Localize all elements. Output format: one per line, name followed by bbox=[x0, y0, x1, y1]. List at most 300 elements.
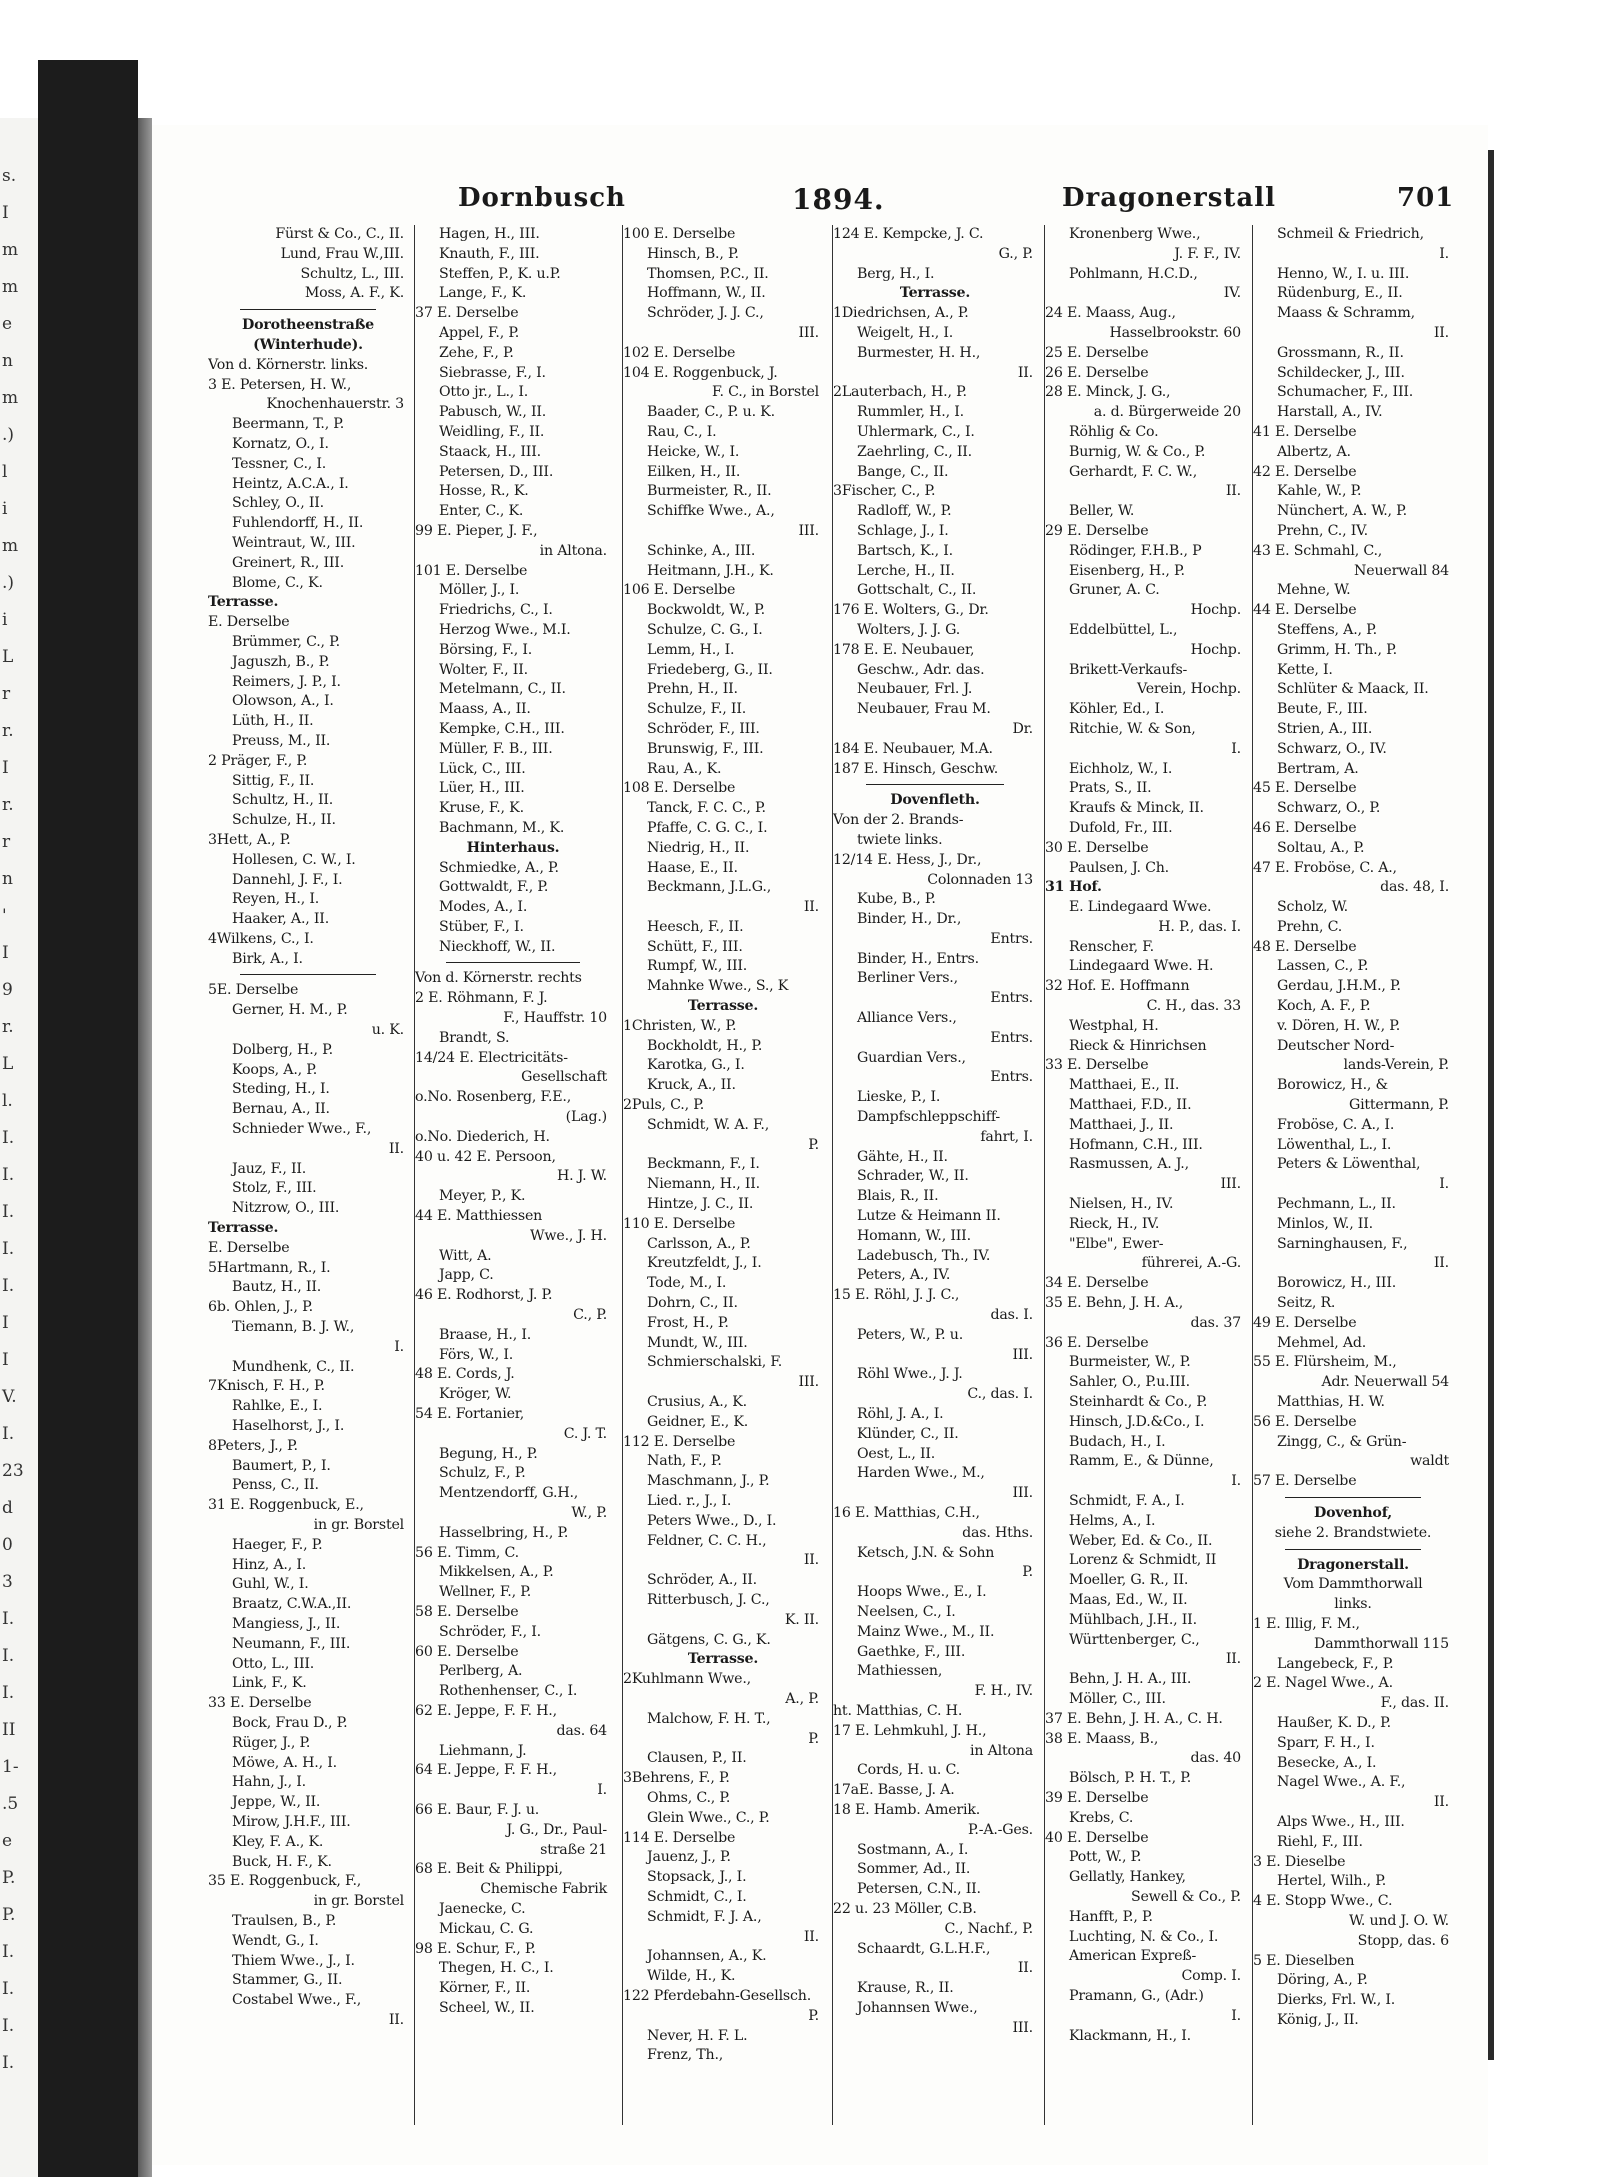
directory-entry: Mühlbach, J.H., II. bbox=[1069, 1611, 1197, 1628]
directory-entry: Alps Wwe., H., III. bbox=[1277, 1813, 1405, 1830]
directory-entry: Schlage, J., I. bbox=[857, 522, 949, 539]
directory-entry: Haaker, A., II. bbox=[232, 911, 330, 928]
directory-entry: Weintraut, W., III. bbox=[232, 534, 356, 551]
facing-page-text: 23 bbox=[2, 1461, 24, 1481]
directory-entry: Tessner, C., I. bbox=[232, 455, 327, 472]
directory-entry: Lieske, P., I. bbox=[857, 1089, 941, 1106]
facing-page-text: n bbox=[2, 869, 13, 889]
street-heading: Dovenfleth. bbox=[890, 792, 980, 809]
directory-entry: Kette, I. bbox=[1277, 661, 1333, 678]
directory-entry: 56 E. Derselbe bbox=[1253, 1413, 1357, 1430]
section-rule bbox=[208, 969, 408, 981]
directory-entry: Schmidt, F. A., I. bbox=[1069, 1493, 1185, 1509]
directory-entry: C. J. T. bbox=[563, 1425, 607, 1442]
directory-entry: Entrs. bbox=[990, 930, 1033, 947]
directory-entry: Clausen, P., II. bbox=[647, 1750, 747, 1767]
directory-entry: Dierks, Frl. W., I. bbox=[1277, 1992, 1396, 2009]
facing-page-text: l bbox=[2, 462, 8, 482]
directory-page bbox=[152, 125, 1488, 2165]
directory-entry: Hoops Wwe., E., I. bbox=[857, 1584, 987, 1601]
directory-entry: P. bbox=[808, 1730, 819, 1747]
directory-entry: Schröder, A., II. bbox=[647, 1572, 757, 1589]
directory-entry: 38 E. Maass, B., bbox=[1045, 1730, 1159, 1747]
directory-entry: Hinz, A., I. bbox=[232, 1556, 307, 1573]
directory-entry: 3Fischer, C., P. bbox=[833, 483, 936, 500]
directory-entry: führerei, A.-G. bbox=[1141, 1255, 1241, 1272]
directory-entry: 56 E. Timm, C. bbox=[415, 1544, 519, 1561]
directory-entry: 3Hett, A., P. bbox=[208, 831, 291, 848]
directory-entry: Bartsch, K., I. bbox=[857, 542, 953, 559]
directory-entry: Pohlmann, H.C.D., bbox=[1069, 265, 1198, 282]
directory-entry: F., Hauffstr. 10 bbox=[503, 1010, 607, 1027]
directory-entry: a. d. Bürgerweide 20 bbox=[1093, 404, 1241, 421]
directory-entry: Schmierschalski, F. bbox=[647, 1354, 783, 1371]
directory-entry: 35 E. Roggenbuck, F., bbox=[208, 1873, 362, 1890]
directory-entry: 24 E. Maass, Aug., bbox=[1045, 305, 1176, 322]
directory-entry: Rödinger, F.H.B., P bbox=[1069, 542, 1202, 559]
directory-entry: Olowson, A., I. bbox=[232, 693, 334, 710]
directory-entry: Rummler, H., I. bbox=[857, 404, 964, 421]
facing-page-text: L bbox=[2, 647, 14, 667]
directory-entry: links. bbox=[1334, 1596, 1372, 1613]
directory-entry: C., P. bbox=[573, 1307, 607, 1324]
directory-entry: Frost, H., P. bbox=[647, 1314, 729, 1331]
directory-entry: Bertram, A. bbox=[1277, 760, 1359, 777]
directory-entry: Lund, Frau W.,III. bbox=[280, 245, 404, 262]
directory-entry: Müller, F. B., III. bbox=[439, 740, 553, 757]
street-heading: Dragonerstall. bbox=[1297, 1556, 1409, 1573]
directory-entry: Frenz, Th., bbox=[647, 2047, 724, 2064]
facing-page-text: I. bbox=[2, 1165, 15, 1185]
directory-entry: siehe 2. Brandstwiete. bbox=[1274, 1524, 1432, 1541]
directory-entry: Hochp. bbox=[1190, 641, 1241, 658]
directory-entry: I. bbox=[394, 1338, 404, 1355]
directory-entry: Zingg, C., & Grün- bbox=[1277, 1433, 1407, 1450]
directory-entry: 114 E. Derselbe bbox=[623, 1829, 736, 1846]
directory-entry: Schütt, F., III. bbox=[647, 938, 743, 955]
directory-entry: Köhler, Ed., I. bbox=[1069, 701, 1165, 718]
facing-page-text: m bbox=[2, 536, 19, 556]
directory-entry: Nünchert, A. W., P. bbox=[1277, 503, 1407, 520]
directory-entry: Braase, H., I. bbox=[439, 1326, 532, 1343]
directory-entry: Costabel Wwe., F., bbox=[232, 1992, 362, 2009]
facing-page-text: m bbox=[2, 240, 19, 260]
directory-entry: 3Behrens, F., P. bbox=[623, 1770, 730, 1787]
directory-entry: Schwarz, O., P. bbox=[1277, 800, 1381, 817]
directory-entry: II. bbox=[1225, 1651, 1241, 1668]
directory-entry: 17aE. Basse, J. A. bbox=[833, 1782, 955, 1799]
directory-entry: Kempke, C.H., III. bbox=[439, 720, 565, 737]
directory-entry: 124 E. Kempcke, J. C. bbox=[833, 226, 984, 242]
directory-entry: Weigelt, H., I. bbox=[857, 324, 954, 341]
street-heading: Terrasse. bbox=[687, 998, 759, 1015]
directory-entry: Hosse, R., K. bbox=[439, 483, 529, 500]
directory-entry: Beckmann, F., I. bbox=[647, 1156, 760, 1173]
directory-entry: 42 E. Derselbe bbox=[1253, 463, 1357, 480]
directory-entry: Mentzendorff, G.H., bbox=[439, 1485, 579, 1502]
directory-entry: Staack, H., III. bbox=[439, 443, 541, 460]
directory-entry: Gottwaldt, F., P. bbox=[439, 879, 549, 896]
directory-entry: Braatz, C.W.A.,II. bbox=[232, 1596, 352, 1613]
directory-entry: I. bbox=[1439, 245, 1449, 262]
directory-entry: Kube, B., P. bbox=[857, 891, 936, 908]
directory-entry: Hasselbring, H., P. bbox=[439, 1524, 569, 1541]
directory-entry: Lemm, H., I. bbox=[647, 641, 735, 658]
directory-entry: Helms, A., I. bbox=[1069, 1512, 1156, 1529]
directory-entry: Schlüter & Maack, II. bbox=[1277, 681, 1429, 698]
directory-entry: Neumann, F., III. bbox=[232, 1635, 351, 1652]
facing-page-text: s. bbox=[2, 166, 17, 186]
directory-entry: 62 E. Jeppe, F. F. H., bbox=[415, 1702, 557, 1719]
directory-entry: Gottschalt, C., II. bbox=[857, 582, 977, 599]
directory-entry: Maass, A., II. bbox=[439, 701, 531, 718]
directory-entry: Enter, C., K. bbox=[439, 503, 524, 520]
directory-entry: Börsing, F., I. bbox=[439, 641, 533, 658]
facing-page-text: I. bbox=[2, 1202, 15, 1222]
directory-entry: Moeller, G. R., II. bbox=[1069, 1572, 1189, 1589]
directory-entry: III. bbox=[798, 522, 819, 539]
directory-entry: Wolters, J. J. G. bbox=[857, 621, 961, 638]
directory-entry: F. C., in Borstel bbox=[712, 384, 819, 401]
page-number: 701 bbox=[1397, 183, 1455, 213]
directory-entry: Möller, J., I. bbox=[439, 582, 520, 599]
directory-entry: Hanfft, P., P. bbox=[1069, 1908, 1153, 1925]
directory-entry: Johannsen Wwe., bbox=[857, 1999, 978, 2016]
directory-entry: G., P. bbox=[998, 245, 1033, 262]
street-heading: Dorotheenstraße bbox=[242, 317, 374, 334]
directory-entry: Rahlke, E., I. bbox=[232, 1398, 323, 1415]
street-heading: (Winterhude). bbox=[253, 336, 363, 353]
directory-entry: Pabusch, W., II. bbox=[439, 404, 547, 421]
directory-entry: Otto, L., III. bbox=[232, 1655, 315, 1672]
directory-entry: 46 E. Rodhorst, J. P. bbox=[415, 1287, 553, 1304]
directory-entry: 33 E. Derselbe bbox=[1045, 1057, 1149, 1074]
directory-entry: Hagen, H., III. bbox=[439, 226, 540, 242]
directory-entry: Schmidt, W. A. F., bbox=[647, 1116, 770, 1133]
directory-entry: Lied. r., J., I. bbox=[647, 1493, 732, 1509]
directory-entry: Moss, A. F., K. bbox=[304, 285, 404, 302]
directory-entry: Dufold, Fr., III. bbox=[1069, 819, 1173, 836]
directory-entry: Harden Wwe., M., bbox=[857, 1465, 985, 1482]
directory-entry: lands-Verein, P. bbox=[1343, 1057, 1449, 1074]
directory-entry: 2 Präger, F., P. bbox=[208, 752, 308, 769]
directory-entry: Scholz, W. bbox=[1277, 899, 1348, 916]
directory-entry: 184 E. Neubauer, M.A. bbox=[833, 740, 993, 757]
directory-entry: Eilken, H., II. bbox=[647, 463, 741, 480]
directory-entry: 2Kuhlmann Wwe., bbox=[623, 1671, 751, 1688]
directory-entry: Langebeck, F., P. bbox=[1277, 1655, 1394, 1672]
directory-entry: Preuss, M., II. bbox=[232, 732, 331, 749]
directory-entry: Kronenberg Wwe., bbox=[1069, 226, 1201, 242]
directory-entry: III. bbox=[1012, 1485, 1033, 1502]
directory-entry: W. und J. O. W. bbox=[1348, 1912, 1449, 1929]
directory-entry: J. G., Dr., Paul- bbox=[506, 1821, 607, 1838]
directory-entry: 40 E. Derselbe bbox=[1045, 1829, 1149, 1846]
directory-entry: Friedrichs, C., I. bbox=[439, 602, 553, 619]
directory-entry: Heintz, A.C.A., I. bbox=[232, 475, 349, 492]
directory-entry: Wilde, H., K. bbox=[647, 1968, 736, 1985]
directory-entry: Verein, Hochp. bbox=[1136, 681, 1241, 698]
facing-page-text: l. bbox=[2, 1091, 13, 1111]
directory-entry: Niedrig, H., II. bbox=[647, 839, 750, 856]
facing-page-text: I. bbox=[2, 1128, 15, 1148]
directory-entry: Gittermann, P. bbox=[1348, 1097, 1449, 1114]
facing-page-text: I. bbox=[2, 1683, 15, 1703]
directory-entry: Kreutzfeldt, J., I. bbox=[647, 1255, 762, 1272]
directory-entry: Paulsen, J. Ch. bbox=[1069, 859, 1169, 876]
directory-entry: Fuhlendorff, H., II. bbox=[232, 515, 364, 532]
directory-entry: F. H., IV. bbox=[974, 1683, 1033, 1700]
directory-entry: Matthaei, J., II. bbox=[1069, 1116, 1174, 1133]
directory-entry: II. bbox=[1433, 1255, 1449, 1272]
directory-entry: Schildecker, J., III. bbox=[1277, 364, 1405, 381]
directory-entry: Bölsch, P. H. T., P. bbox=[1069, 1770, 1192, 1787]
directory-entry: Wwe., J. H. bbox=[530, 1227, 607, 1244]
directory-entry: Kornatz, O., I. bbox=[232, 435, 329, 452]
directory-entry: Entrs. bbox=[990, 1069, 1033, 1086]
directory-entry: Sparr, F. H., I. bbox=[1277, 1734, 1375, 1751]
directory-entry: Jauenz, J., P. bbox=[647, 1849, 731, 1866]
directory-entry: Strien, A., III. bbox=[1277, 720, 1373, 737]
street-heading: Hinterhaus. bbox=[466, 839, 560, 856]
directory-entry: Steinhardt & Co., P. bbox=[1069, 1394, 1208, 1411]
directory-entry: 44 E. Derselbe bbox=[1253, 602, 1357, 619]
directory-entry: Schröder, F., III. bbox=[647, 720, 760, 737]
directory-entry: 108 E. Derselbe bbox=[623, 780, 736, 797]
directory-entry: Dampfschleppschiff- bbox=[857, 1109, 1000, 1126]
facing-page-text: .) bbox=[2, 573, 15, 593]
facing-page-text: P. bbox=[2, 1905, 16, 1925]
running-header bbox=[152, 183, 1488, 223]
directory-entry: Meyer, P., K. bbox=[439, 1188, 526, 1205]
directory-entry: Bernau, A., II. bbox=[232, 1101, 330, 1118]
directory-entry: 7Knisch, F. H., P. bbox=[208, 1378, 325, 1395]
directory-entry: Mirow, J.H.F., III. bbox=[232, 1813, 351, 1830]
directory-entry: Brunswig, F., III. bbox=[647, 740, 764, 757]
directory-entry: II. bbox=[388, 1140, 404, 1157]
directory-entry: Dolberg, H., P. bbox=[232, 1041, 333, 1058]
directory-entry: Kley, F. A., K. bbox=[232, 1833, 324, 1850]
directory-entry: Eisenberg, H., P. bbox=[1069, 562, 1185, 579]
directory-entry: das. 40 bbox=[1190, 1750, 1241, 1767]
directory-entry: Seitz, R. bbox=[1277, 1295, 1336, 1312]
directory-entry: Modes, A., I. bbox=[439, 899, 528, 916]
directory-entry: Lerche, H., II. bbox=[857, 562, 955, 579]
directory-entry: Guardian Vers., bbox=[857, 1049, 966, 1066]
directory-entry: Stopp, das. 6 bbox=[1357, 1932, 1449, 1949]
directory-entry: Friedeberg, G., II. bbox=[647, 661, 773, 678]
facing-page-text: I. bbox=[2, 2053, 15, 2073]
street-heading: Terrasse. bbox=[208, 1220, 279, 1237]
directory-entry: IV. bbox=[1223, 285, 1241, 302]
directory-entry: Nath, F., P. bbox=[647, 1453, 722, 1470]
directory-entry: Schmidt, F. J. A., bbox=[647, 1908, 762, 1925]
directory-entry: Besecke, A., I. bbox=[1277, 1754, 1377, 1771]
directory-entry: Greinert, R., III. bbox=[232, 554, 345, 571]
page-gutter bbox=[138, 118, 152, 2177]
directory-entry: das. I. bbox=[990, 1307, 1033, 1324]
directory-entry: 5Hartmann, R., I. bbox=[208, 1259, 331, 1276]
directory-entry: Von der 2. Brands- bbox=[833, 812, 964, 829]
directory-entry: Berliner Vers., bbox=[857, 970, 958, 987]
directory-entry: Baader, C., P. u. K. bbox=[647, 404, 775, 421]
directory-entry: Pechmann, L., II. bbox=[1277, 1196, 1396, 1213]
directory-entry: Peters, A., IV. bbox=[857, 1267, 951, 1284]
directory-entry: Borowicz, H., III. bbox=[1277, 1275, 1397, 1292]
directory-entry: P. bbox=[1022, 1564, 1033, 1581]
directory-entry: II. bbox=[803, 899, 819, 916]
directory-entry: Ladebusch, Th., IV. bbox=[857, 1247, 991, 1264]
directory-entry: Bock, Frau D., P. bbox=[232, 1714, 348, 1731]
directory-entry: 58 E. Derselbe bbox=[415, 1603, 519, 1620]
facing-page-text: L bbox=[2, 1054, 14, 1074]
facing-page-text: I. bbox=[2, 1979, 15, 1999]
facing-page-text: i bbox=[2, 610, 8, 630]
directory-entry: in gr. Borstel bbox=[313, 1517, 404, 1533]
directory-entry: Hertel, Wilh., P. bbox=[1277, 1873, 1387, 1890]
directory-entry: Bachmann, M., K. bbox=[439, 819, 565, 836]
directory-column-4 bbox=[832, 225, 1037, 2125]
directory-entry: Jaenecke, C. bbox=[439, 1900, 526, 1917]
directory-entry: 3 E. Petersen, H. W., bbox=[208, 376, 352, 393]
directory-column-3 bbox=[622, 225, 823, 2125]
directory-entry: C. H., das. 33 bbox=[1146, 998, 1241, 1015]
directory-entry: 101 E. Derselbe bbox=[415, 562, 528, 579]
directory-entry: Neuerwall 84 bbox=[1354, 562, 1449, 579]
directory-entry: Dohrn, C., II. bbox=[647, 1295, 738, 1312]
directory-entry: 178 E. E. Neubauer, bbox=[833, 641, 975, 658]
directory-entry: Sittig, F., II. bbox=[232, 772, 315, 789]
directory-entry: Japp, C. bbox=[439, 1267, 494, 1284]
directory-entry: Hinsch, B., P. bbox=[647, 245, 739, 262]
directory-entry: Burmeister, R., II. bbox=[647, 483, 772, 500]
directory-entry: Mathiessen, bbox=[857, 1663, 943, 1680]
directory-entry: Rumpf, W., III. bbox=[647, 958, 748, 975]
directory-entry: 32 Hof. E. Hoffmann bbox=[1045, 978, 1190, 995]
directory-entry: Lassen, C., P. bbox=[1277, 958, 1369, 975]
directory-entry: Schmiedke, A., P. bbox=[439, 859, 559, 876]
directory-entry: Nagel Wwe., A. F., bbox=[1277, 1774, 1406, 1791]
directory-entry: Rasmussen, A. J., bbox=[1069, 1156, 1189, 1173]
directory-entry: Begung, H., P. bbox=[439, 1445, 538, 1462]
directory-entry: Haußer, K. D., P. bbox=[1277, 1714, 1391, 1731]
directory-entry: 66 E. Baur, F. J. u. bbox=[415, 1801, 540, 1818]
directory-entry: Soltau, A., P. bbox=[1277, 839, 1365, 856]
directory-entry: 34 E. Derselbe bbox=[1045, 1275, 1149, 1292]
directory-entry: 2 E. Nagel Wwe., A. bbox=[1253, 1675, 1393, 1692]
facing-page-text: 9 bbox=[2, 980, 13, 1000]
directory-entry: II. bbox=[1433, 1794, 1449, 1811]
directory-entry: Lüer, H., III. bbox=[439, 780, 525, 797]
directory-entry: 122 Pferdebahn-Gesellsch. bbox=[623, 1987, 812, 2004]
directory-entry: Stolz, F., III. bbox=[232, 1180, 317, 1197]
directory-entry: Never, H. F. L. bbox=[647, 2027, 748, 2044]
directory-entry: 33 E. Derselbe bbox=[208, 1695, 312, 1712]
directory-entry: Sewell & Co., P. bbox=[1130, 1888, 1241, 1905]
directory-entry: I. bbox=[1231, 2007, 1241, 2024]
directory-entry: I. bbox=[1439, 1176, 1449, 1193]
directory-entry: 6b. Ohlen, J., P. bbox=[208, 1299, 313, 1316]
directory-entry: E. Derselbe bbox=[208, 1239, 290, 1256]
page-edge bbox=[1488, 150, 1494, 2060]
directory-entry: Rothenhenser, C., I. bbox=[439, 1683, 578, 1700]
directory-entry: Kruck, A., II. bbox=[647, 1077, 736, 1094]
directory-entry: Maass & Schramm, bbox=[1277, 305, 1415, 322]
directory-entry: 35 E. Behn, J. H. A., bbox=[1045, 1295, 1184, 1312]
directory-entry: Schmeil & Friedrich, bbox=[1277, 226, 1424, 242]
directory-entry: Pramann, G., (Adr.) bbox=[1069, 1987, 1204, 2004]
directory-entry: das. 64 bbox=[556, 1722, 607, 1739]
directory-entry: Dr. bbox=[1012, 720, 1033, 737]
street-heading: Dovenhof, bbox=[1313, 1505, 1393, 1521]
directory-entry: Eichholz, W., I. bbox=[1069, 760, 1173, 777]
facing-page-text: V. bbox=[2, 1387, 17, 1407]
directory-entry: Metelmann, C., II. bbox=[439, 681, 566, 698]
directory-entry: P. bbox=[808, 1136, 819, 1153]
directory-entry: Jauz, F., II. bbox=[232, 1160, 307, 1177]
directory-entry: P.-A.-Ges. bbox=[967, 1821, 1033, 1838]
directory-entry: 8Peters, J., P. bbox=[208, 1437, 298, 1454]
directory-entry: Reyen, H., I. bbox=[232, 891, 320, 908]
directory-entry: waldt bbox=[1410, 1453, 1449, 1470]
directory-entry: Gerner, H. M., P. bbox=[232, 1002, 348, 1019]
facing-page-text: .) bbox=[2, 425, 15, 445]
directory-entry: 4 E. Stopp Wwe., C. bbox=[1253, 1893, 1393, 1910]
directory-entry: Entrs. bbox=[990, 990, 1033, 1007]
facing-page-text: I. bbox=[2, 1424, 15, 1444]
directory-entry: 2 E. Röhmann, F. J. bbox=[415, 990, 548, 1007]
directory-entry: Lange, F., K. bbox=[439, 285, 527, 302]
directory-entry: fahrt, I. bbox=[980, 1128, 1033, 1145]
directory-entry: Haase, E., II. bbox=[647, 859, 738, 876]
directory-entry: twiete links. bbox=[857, 831, 943, 848]
directory-entry: 41 E. Derselbe bbox=[1253, 423, 1357, 440]
directory-entry: Luchting, N. & Co., I. bbox=[1069, 1928, 1219, 1945]
directory-entry: 3 E. Dieselbe bbox=[1253, 1853, 1346, 1870]
directory-entry: Steding, H., I. bbox=[232, 1081, 330, 1098]
directory-entry: Steffens, A., P. bbox=[1277, 621, 1377, 638]
directory-entry: II. bbox=[803, 1552, 819, 1569]
directory-entry: Nieckhoff, W., II. bbox=[439, 938, 556, 955]
directory-entry: H. P., das. I. bbox=[1158, 918, 1241, 935]
directory-entry: Buck, H. F., K. bbox=[232, 1853, 332, 1870]
directory-entry: Maschmann, J., P. bbox=[647, 1473, 770, 1490]
directory-entry: Hochp. bbox=[1190, 602, 1241, 619]
directory-entry: Henno, W., I. u. III. bbox=[1277, 265, 1410, 282]
directory-entry: Gähte, H., II. bbox=[857, 1148, 948, 1165]
directory-entry: Rau, C., I. bbox=[647, 423, 717, 440]
directory-entry: Heicke, W., I. bbox=[647, 443, 740, 460]
directory-entry: 39 E. Derselbe bbox=[1045, 1789, 1149, 1806]
directory-entry: Cords, H. u. C. bbox=[857, 1762, 960, 1779]
directory-entry: Hollesen, C. W., I. bbox=[232, 851, 356, 868]
directory-entry: Knochenhauerstr. 3 bbox=[266, 396, 404, 413]
facing-page-text: II bbox=[2, 1720, 16, 1740]
directory-entry: 36 E. Derselbe bbox=[1045, 1334, 1149, 1351]
directory-entry: Siebrasse, F., I. bbox=[439, 364, 546, 381]
directory-entry: das. 37 bbox=[1190, 1314, 1241, 1331]
directory-entry: Alliance Vers., bbox=[857, 1010, 957, 1027]
directory-entry: Scheel, W., II. bbox=[439, 1999, 535, 2016]
directory-entry: Neubauer, Frau M. bbox=[857, 701, 991, 718]
directory-entry: Froböse, C. A., I. bbox=[1277, 1116, 1395, 1133]
directory-entry: 28 E. Minck, J. G., bbox=[1045, 384, 1171, 401]
directory-entry: Nitzrow, O., III. bbox=[232, 1200, 340, 1217]
directory-entry: ht. Matthias, C. H. bbox=[833, 1702, 963, 1719]
facing-page-text: I. bbox=[2, 2016, 15, 2036]
directory-entry: Petersen, D., III. bbox=[439, 463, 554, 480]
directory-entry: u. K. bbox=[371, 1022, 404, 1039]
